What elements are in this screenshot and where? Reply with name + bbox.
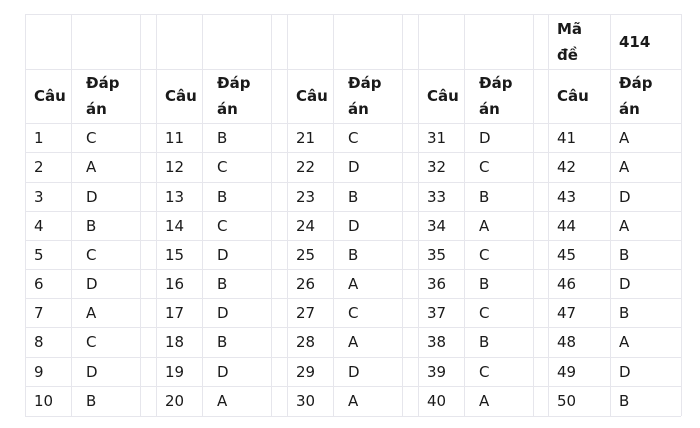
answer-letter: B — [86, 216, 97, 235]
answer-letter: D — [348, 362, 360, 381]
column-gridline — [402, 14, 403, 416]
answer-letter: C — [86, 333, 97, 351]
column-gridline — [71, 14, 72, 416]
column-gridline — [287, 14, 288, 416]
answer-letter: D — [619, 362, 631, 381]
question-number: 29 — [296, 362, 316, 381]
answer-letter: C — [86, 128, 97, 147]
answer-letter: B — [619, 303, 630, 322]
question-number: 30 — [296, 392, 316, 410]
answer-letter: B — [479, 333, 490, 351]
answer-letter: D — [619, 274, 631, 293]
exam-code-value: 414 — [619, 32, 651, 51]
answer-letter: B — [348, 187, 359, 206]
question-number: 50 — [557, 392, 577, 410]
question-number: 37 — [427, 303, 447, 322]
column-gridline — [271, 14, 272, 416]
question-number: 19 — [165, 362, 185, 381]
question-number: 43 — [557, 187, 577, 206]
answer-letter: B — [619, 245, 630, 264]
answer-letter: D — [217, 303, 229, 322]
answer-letter: B — [217, 333, 228, 351]
answer-letter: D — [348, 158, 360, 176]
answer-letter: C — [217, 158, 228, 176]
question-number: 41 — [557, 128, 577, 147]
column-gridline — [610, 14, 611, 416]
question-number: 23 — [296, 187, 316, 206]
question-number: 20 — [165, 392, 185, 410]
question-header: Câu — [427, 87, 459, 105]
column-gridline — [418, 14, 419, 416]
question-number: 15 — [165, 245, 185, 264]
answer-letter: D — [86, 362, 98, 381]
answer-letter: B — [619, 392, 630, 410]
question-number: 25 — [296, 245, 316, 264]
question-number: 35 — [427, 245, 447, 264]
answer-letter: D — [86, 274, 98, 293]
question-number: 27 — [296, 303, 316, 322]
row-gridline — [25, 327, 681, 328]
answer-letter: A — [217, 392, 228, 410]
question-header: Câu — [165, 87, 197, 105]
question-number: 12 — [165, 158, 185, 176]
row-gridline — [25, 152, 681, 153]
answer-key-table — [25, 14, 681, 416]
question-number: 22 — [296, 158, 316, 176]
answer-letter: A — [86, 303, 97, 322]
question-number: 47 — [557, 303, 577, 322]
question-number: 49 — [557, 362, 577, 381]
answer-letter: A — [86, 158, 97, 176]
question-number: 40 — [427, 392, 447, 410]
question-number: 13 — [165, 187, 185, 206]
question-number: 2 — [34, 158, 44, 176]
answer-letter: B — [86, 392, 97, 410]
answer-letter: D — [348, 216, 360, 235]
question-number: 46 — [557, 274, 577, 293]
column-gridline — [548, 14, 549, 416]
question-number: 8 — [34, 333, 44, 351]
row-gridline — [25, 416, 681, 417]
question-number: 36 — [427, 274, 447, 293]
question-number: 31 — [427, 128, 447, 147]
question-header: Câu — [34, 87, 66, 105]
column-gridline — [464, 14, 465, 416]
answer-letter: C — [479, 245, 490, 264]
question-number: 1 — [34, 128, 44, 147]
question-number: 11 — [165, 128, 185, 147]
question-number: 5 — [34, 245, 44, 264]
answer-letter: B — [348, 245, 359, 264]
row-gridline — [25, 386, 681, 387]
answer-letter: B — [479, 187, 490, 206]
question-number: 26 — [296, 274, 316, 293]
question-number: 39 — [427, 362, 447, 381]
answer-letter: A — [348, 274, 359, 293]
question-number: 7 — [34, 303, 44, 322]
question-header: Câu — [557, 87, 589, 105]
answer-header: Đáp án — [348, 74, 382, 118]
column-gridline — [140, 14, 141, 416]
column-gridline — [333, 14, 334, 416]
question-number: 4 — [34, 216, 44, 235]
answer-letter: D — [217, 245, 229, 264]
question-number: 32 — [427, 158, 447, 176]
answer-letter: A — [479, 392, 490, 410]
question-number: 38 — [427, 333, 447, 351]
question-number: 16 — [165, 274, 185, 293]
column-gridline — [533, 14, 534, 416]
answer-letter: B — [479, 274, 490, 293]
answer-header: Đáp án — [86, 74, 120, 118]
question-number: 42 — [557, 158, 577, 176]
answer-letter: B — [217, 128, 228, 147]
column-gridline — [681, 14, 682, 416]
question-number: 14 — [165, 216, 185, 235]
question-number: 33 — [427, 187, 447, 206]
answer-letter: D — [217, 362, 229, 381]
answer-letter: A — [619, 158, 630, 176]
answer-letter: C — [348, 128, 359, 147]
question-header: Câu — [296, 87, 328, 105]
answer-letter: D — [479, 128, 491, 147]
answer-letter: A — [619, 128, 630, 147]
answer-letter: A — [348, 333, 359, 351]
answer-letter: C — [348, 303, 359, 322]
question-number: 48 — [557, 333, 577, 351]
answer-letter: A — [348, 392, 359, 410]
question-number: 24 — [296, 216, 316, 235]
exam-code-label: Mã đề — [557, 19, 583, 64]
question-number: 28 — [296, 333, 316, 351]
question-number: 18 — [165, 333, 185, 351]
answer-letter: B — [217, 274, 228, 293]
question-number: 3 — [34, 187, 44, 206]
answer-letter: D — [86, 187, 98, 206]
answer-letter: C — [217, 216, 228, 235]
column-gridline — [25, 14, 26, 416]
answer-letter: D — [619, 187, 631, 206]
answer-header: Đáp án — [217, 74, 251, 118]
answer-letter: A — [619, 333, 630, 351]
answer-letter: C — [86, 245, 97, 264]
answer-header: Đáp án — [479, 74, 513, 118]
question-number: 10 — [34, 392, 54, 410]
answer-header: Đáp án — [619, 74, 653, 118]
column-gridline — [202, 14, 203, 416]
question-number: 21 — [296, 128, 316, 147]
answer-letter: C — [479, 158, 490, 176]
question-number: 45 — [557, 245, 577, 264]
column-gridline — [156, 14, 157, 416]
question-number: 17 — [165, 303, 185, 322]
question-number: 6 — [34, 274, 44, 293]
answer-letter: A — [479, 216, 490, 235]
answer-letter: C — [479, 362, 490, 381]
answer-letter: C — [479, 303, 490, 322]
question-number: 9 — [34, 362, 44, 381]
question-number: 34 — [427, 216, 447, 235]
question-number: 44 — [557, 216, 577, 235]
answer-letter: A — [619, 216, 630, 235]
answer-letter: B — [217, 187, 228, 206]
